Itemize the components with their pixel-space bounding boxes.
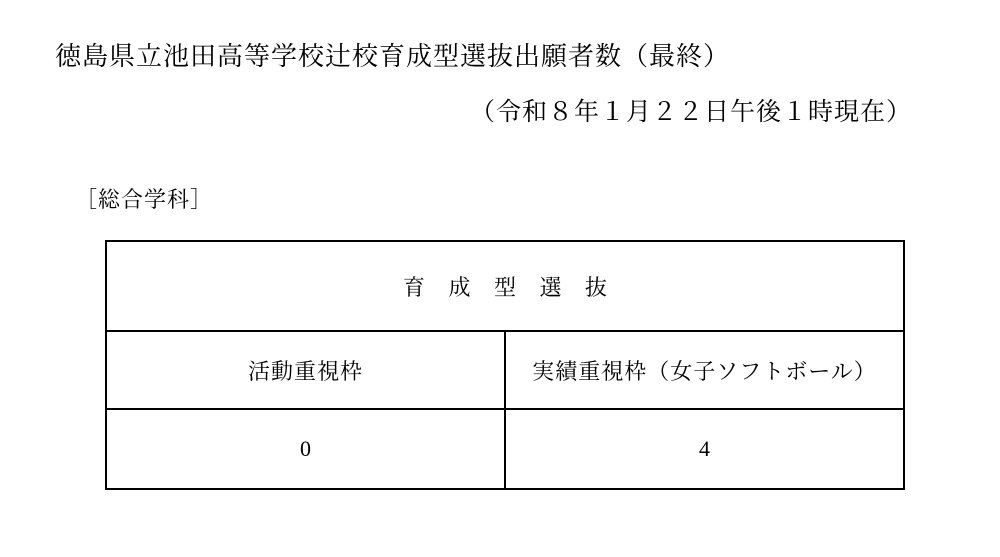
table-row-group-header: [106, 241, 904, 331]
table-row-values: [106, 409, 904, 489]
section-label: ［総合学科］: [75, 187, 214, 212]
document-date-note: （令和８年１月２２日午後１時現在）: [469, 99, 912, 126]
table-group-header-cell: 育 成 型 選 抜: [106, 241, 904, 331]
value-activity: 0: [106, 409, 505, 489]
page-title: 徳島県立池田高等学校辻校育成型選抜出願者数（最終）: [55, 42, 731, 71]
column-header-activity: 活動重視枠: [106, 331, 505, 409]
column-header-achievement: 実績重視枠（女子ソフトボール）: [505, 331, 904, 409]
value-achievement: 4: [505, 409, 904, 489]
table-row-column-headers: [106, 331, 904, 409]
applicant-count-table: [105, 240, 905, 490]
